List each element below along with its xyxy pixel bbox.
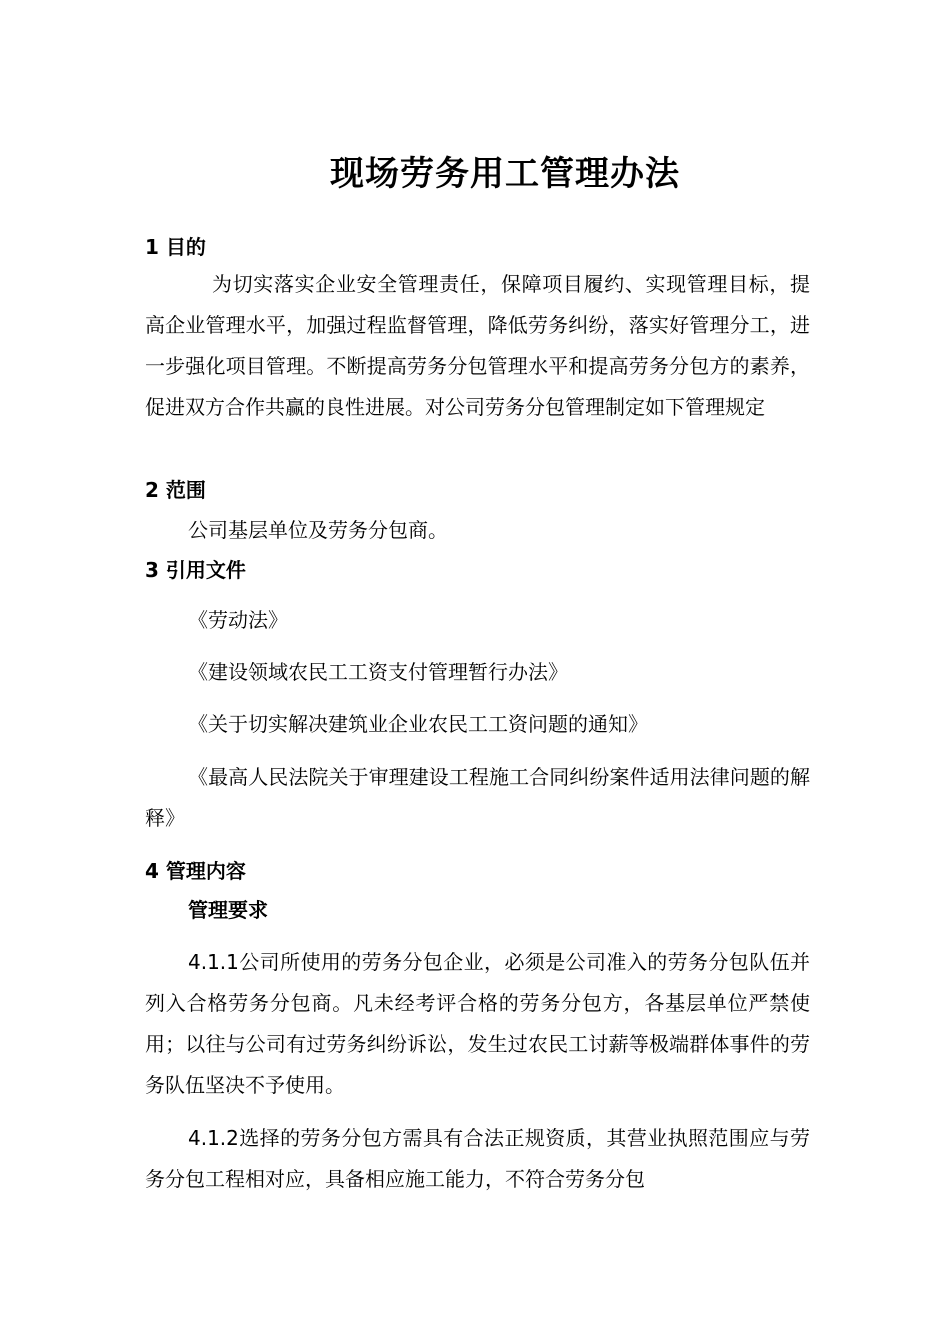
clause-4-1-2: 4.1.2选择的劳务分包方需具有合法正规资质，其营业执照范围应与劳务分包工程相对应，具备相应施工能力，不符合劳务分包 [145,1126,810,1191]
section-heading-references: 3 引用文件 [145,558,246,582]
section-body-scope: 公司基层单位及劳务分包商。 [188,518,448,542]
reference-item: 《最高人民法院关于审理建设工程施工合同纠纷案件适用法律问题的解释》 [145,765,810,830]
reference-item: 《关于切实解决建筑业企业农民工工资问题的通知》 [188,712,648,736]
section-body-purpose: 为切实落实企业安全管理责任，保障项目履约、实现管理目标，提高企业管理水平，加强过程监督管理，降低劳务纠纷，落实好管理分工，进一步强化项目管理。不断提高劳务分包管理水平和提高劳务分包方的素养，促进双方合作共赢的良性进展。对公司劳务分包管理制定如下管理规定 [145,272,810,419]
section-heading-scope: 2 范围 [145,478,206,502]
document-title: 现场劳务用工管理办法 [330,154,680,194]
clause-4-1-1: 4.1.1公司所使用的劳务分包企业，必须是公司准入的劳务分包队伍并列入合格劳务分包商。凡未经考评合格的劳务分包方，各基层单位严禁使用；以往与公司有过劳务纠纷诉讼，发生过农民工讨薪等极端群体事件的劳务队伍坚决不予使用。 [145,950,810,1097]
section-heading-purpose: 1 目的 [145,235,206,259]
reference-item: 《建设领域农民工工资支付管理暂行办法》 [188,660,568,684]
reference-item: 《劳动法》 [188,608,288,632]
section-heading-content: 4 管理内容 [145,859,246,883]
subsection-heading-requirements: 管理要求 [188,898,268,922]
